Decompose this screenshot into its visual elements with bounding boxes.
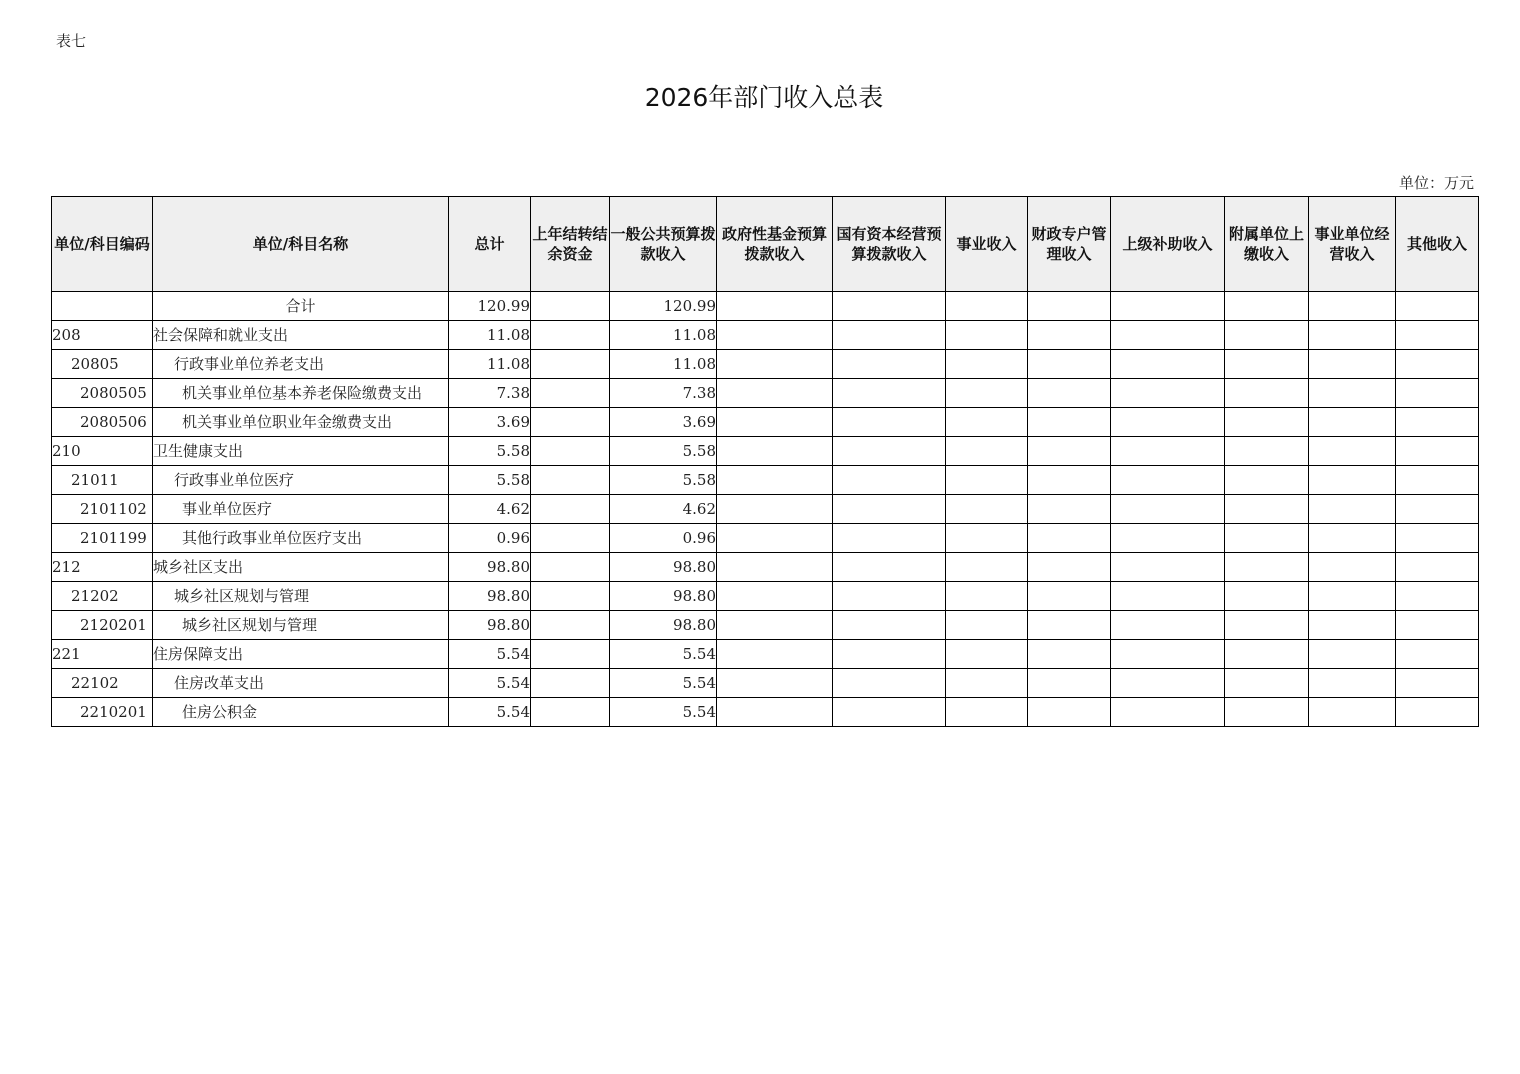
cell-fiscal-special [1028,495,1111,524]
cell-code: 20805 [52,350,153,379]
cell-gov-fund [717,640,833,669]
col-header-name: 单位/科目名称 [153,197,449,292]
cell-affiliated [1225,292,1309,321]
cell-code [52,292,153,321]
cell-code: 21011 [52,466,153,495]
cell-business [946,698,1028,727]
cell-fiscal-special [1028,408,1111,437]
cell-total: 5.54 [449,669,531,698]
cell-code: 2080505 [52,379,153,408]
cell-total: 0.96 [449,524,531,553]
cell-general-budget: 7.38 [610,379,717,408]
cell-name: 行政事业单位养老支出 [153,350,449,379]
cell-code: 21202 [52,582,153,611]
cell-fiscal-special [1028,698,1111,727]
cell-superior-subsidy [1111,553,1225,582]
cell-other [1396,640,1479,669]
cell-general-budget: 98.80 [610,611,717,640]
cell-fiscal-special [1028,292,1111,321]
cell-gov-fund [717,350,833,379]
table-header-row [52,197,1479,292]
table-row [52,321,1479,350]
cell-total: 4.62 [449,495,531,524]
cell-code: 2101199 [52,524,153,553]
cell-carryover [531,669,610,698]
cell-general-budget: 5.58 [610,466,717,495]
cell-state-capital [833,582,946,611]
unit-label: 单位：万元 [1398,174,1474,192]
cell-operating [1309,582,1396,611]
cell-state-capital [833,698,946,727]
cell-total: 7.38 [449,379,531,408]
cell-superior-subsidy [1111,669,1225,698]
cell-operating [1309,698,1396,727]
cell-superior-subsidy [1111,495,1225,524]
cell-code: 212 [52,553,153,582]
cell-carryover [531,524,610,553]
cell-superior-subsidy [1111,437,1225,466]
cell-name: 卫生健康支出 [153,437,449,466]
cell-fiscal-special [1028,350,1111,379]
table-row [52,553,1479,582]
cell-total: 98.80 [449,611,531,640]
cell-carryover [531,640,610,669]
cell-other [1396,321,1479,350]
cell-affiliated [1225,466,1309,495]
cell-fiscal-special [1028,466,1111,495]
cell-superior-subsidy [1111,292,1225,321]
cell-name: 城乡社区规划与管理 [153,582,449,611]
cell-business [946,611,1028,640]
cell-other [1396,698,1479,727]
cell-superior-subsidy [1111,640,1225,669]
table-row [52,350,1479,379]
cell-total: 5.54 [449,698,531,727]
cell-fiscal-special [1028,553,1111,582]
cell-total: 98.80 [449,582,531,611]
cell-general-budget: 98.80 [610,553,717,582]
cell-business [946,669,1028,698]
cell-business [946,524,1028,553]
cell-gov-fund [717,669,833,698]
cell-state-capital [833,292,946,321]
cell-business [946,350,1028,379]
cell-gov-fund [717,553,833,582]
cell-business [946,321,1028,350]
cell-carryover [531,611,610,640]
cell-general-budget: 98.80 [610,582,717,611]
cell-general-budget: 0.96 [610,524,717,553]
cell-general-budget: 120.99 [610,292,717,321]
cell-operating [1309,611,1396,640]
cell-state-capital [833,466,946,495]
cell-other [1396,611,1479,640]
cell-other [1396,292,1479,321]
cell-state-capital [833,379,946,408]
cell-code: 208 [52,321,153,350]
cell-general-budget: 5.58 [610,437,717,466]
table-row [52,640,1479,669]
cell-name: 社会保障和就业支出 [153,321,449,350]
cell-carryover [531,437,610,466]
cell-business [946,553,1028,582]
cell-affiliated [1225,379,1309,408]
cell-superior-subsidy [1111,524,1225,553]
cell-fiscal-special [1028,321,1111,350]
cell-state-capital [833,437,946,466]
col-header-fiscal-special: 财政专户管理收入 [1028,197,1111,292]
cell-other [1396,524,1479,553]
cell-carryover [531,466,610,495]
cell-superior-subsidy [1111,582,1225,611]
cell-gov-fund [717,611,833,640]
cell-carryover [531,408,610,437]
table-number-label: 表七 [56,32,87,50]
cell-business [946,379,1028,408]
cell-operating [1309,524,1396,553]
cell-business [946,292,1028,321]
cell-carryover [531,321,610,350]
cell-gov-fund [717,524,833,553]
cell-affiliated [1225,495,1309,524]
cell-state-capital [833,640,946,669]
table-row [52,611,1479,640]
col-header-superior-subsidy: 上级补助收入 [1111,197,1225,292]
cell-state-capital [833,495,946,524]
cell-business [946,582,1028,611]
cell-name: 机关事业单位职业年金缴费支出 [153,408,449,437]
cell-business [946,640,1028,669]
cell-carryover [531,495,610,524]
col-header-other: 其他收入 [1396,197,1479,292]
cell-name: 城乡社区规划与管理 [153,611,449,640]
col-header-business: 事业收入 [946,197,1028,292]
cell-total: 5.58 [449,437,531,466]
cell-code: 2210201 [52,698,153,727]
cell-general-budget: 5.54 [610,640,717,669]
cell-total: 11.08 [449,321,531,350]
cell-affiliated [1225,611,1309,640]
cell-general-budget: 5.54 [610,698,717,727]
cell-affiliated [1225,524,1309,553]
cell-gov-fund [717,698,833,727]
cell-state-capital [833,611,946,640]
cell-superior-subsidy [1111,350,1225,379]
cell-business [946,466,1028,495]
cell-fiscal-special [1028,669,1111,698]
cell-total: 3.69 [449,408,531,437]
table-row [52,495,1479,524]
table-row [52,379,1479,408]
cell-state-capital [833,321,946,350]
col-header-state-capital: 国有资本经营预算拨款收入 [833,197,946,292]
income-summary-table [51,196,1479,727]
cell-affiliated [1225,582,1309,611]
cell-code: 22102 [52,669,153,698]
cell-operating [1309,495,1396,524]
cell-code: 2080506 [52,408,153,437]
cell-carryover [531,698,610,727]
cell-operating [1309,553,1396,582]
cell-fiscal-special [1028,640,1111,669]
cell-general-budget: 11.08 [610,350,717,379]
cell-affiliated [1225,321,1309,350]
cell-fiscal-special [1028,379,1111,408]
cell-name: 住房保障支出 [153,640,449,669]
cell-name: 其他行政事业单位医疗支出 [153,524,449,553]
cell-other [1396,553,1479,582]
cell-total: 120.99 [449,292,531,321]
cell-fiscal-special [1028,437,1111,466]
cell-gov-fund [717,437,833,466]
cell-superior-subsidy [1111,611,1225,640]
cell-gov-fund [717,292,833,321]
cell-name: 城乡社区支出 [153,553,449,582]
cell-superior-subsidy [1111,379,1225,408]
col-header-general-budget: 一般公共预算拨款收入 [610,197,717,292]
cell-other [1396,350,1479,379]
cell-affiliated [1225,408,1309,437]
table-row [52,582,1479,611]
cell-operating [1309,466,1396,495]
cell-other [1396,379,1479,408]
cell-name: 事业单位医疗 [153,495,449,524]
cell-operating [1309,437,1396,466]
col-header-operating: 事业单位经营收入 [1309,197,1396,292]
cell-total: 11.08 [449,350,531,379]
cell-other [1396,495,1479,524]
cell-carryover [531,379,610,408]
cell-gov-fund [717,582,833,611]
cell-operating [1309,669,1396,698]
cell-affiliated [1225,669,1309,698]
cell-affiliated [1225,437,1309,466]
cell-affiliated [1225,640,1309,669]
cell-carryover [531,553,610,582]
col-header-carryover: 上年结转结余资金 [531,197,610,292]
table-row [52,437,1479,466]
cell-total: 5.54 [449,640,531,669]
table-row [52,466,1479,495]
table-row [52,669,1479,698]
table-row-total [52,292,1479,321]
cell-gov-fund [717,466,833,495]
cell-code: 2120201 [52,611,153,640]
cell-carryover [531,582,610,611]
cell-total: 98.80 [449,553,531,582]
cell-state-capital [833,553,946,582]
cell-superior-subsidy [1111,466,1225,495]
cell-affiliated [1225,350,1309,379]
cell-name: 合计 [153,292,449,321]
cell-operating [1309,292,1396,321]
cell-total: 5.58 [449,466,531,495]
cell-general-budget: 11.08 [610,321,717,350]
table-row [52,698,1479,727]
cell-superior-subsidy [1111,408,1225,437]
cell-business [946,437,1028,466]
cell-operating [1309,321,1396,350]
cell-fiscal-special [1028,582,1111,611]
cell-affiliated [1225,698,1309,727]
cell-code: 210 [52,437,153,466]
cell-operating [1309,350,1396,379]
table-row [52,408,1479,437]
cell-gov-fund [717,495,833,524]
cell-gov-fund [717,321,833,350]
cell-general-budget: 4.62 [610,495,717,524]
cell-other [1396,408,1479,437]
cell-name: 机关事业单位基本养老保险缴费支出 [153,379,449,408]
cell-general-budget: 5.54 [610,669,717,698]
cell-other [1396,669,1479,698]
cell-affiliated [1225,553,1309,582]
col-header-affiliated: 附属单位上缴收入 [1225,197,1309,292]
cell-operating [1309,640,1396,669]
cell-business [946,408,1028,437]
col-header-code: 单位/科目编码 [52,197,153,292]
cell-name: 住房改革支出 [153,669,449,698]
cell-state-capital [833,350,946,379]
cell-gov-fund [717,408,833,437]
cell-other [1396,437,1479,466]
cell-state-capital [833,408,946,437]
cell-fiscal-special [1028,524,1111,553]
cell-superior-subsidy [1111,698,1225,727]
cell-business [946,495,1028,524]
cell-carryover [531,292,610,321]
cell-name: 行政事业单位医疗 [153,466,449,495]
cell-operating [1309,379,1396,408]
cell-state-capital [833,669,946,698]
cell-other [1396,582,1479,611]
col-header-total: 总计 [449,197,531,292]
table-row [52,524,1479,553]
cell-code: 221 [52,640,153,669]
cell-carryover [531,350,610,379]
cell-name: 住房公积金 [153,698,449,727]
cell-state-capital [833,524,946,553]
cell-other [1396,466,1479,495]
cell-general-budget: 3.69 [610,408,717,437]
cell-gov-fund [717,379,833,408]
cell-fiscal-special [1028,611,1111,640]
cell-code: 2101102 [52,495,153,524]
cell-superior-subsidy [1111,321,1225,350]
page-title: 2026年部门收入总表 [644,83,884,112]
col-header-gov-fund: 政府性基金预算拨款收入 [717,197,833,292]
cell-operating [1309,408,1396,437]
